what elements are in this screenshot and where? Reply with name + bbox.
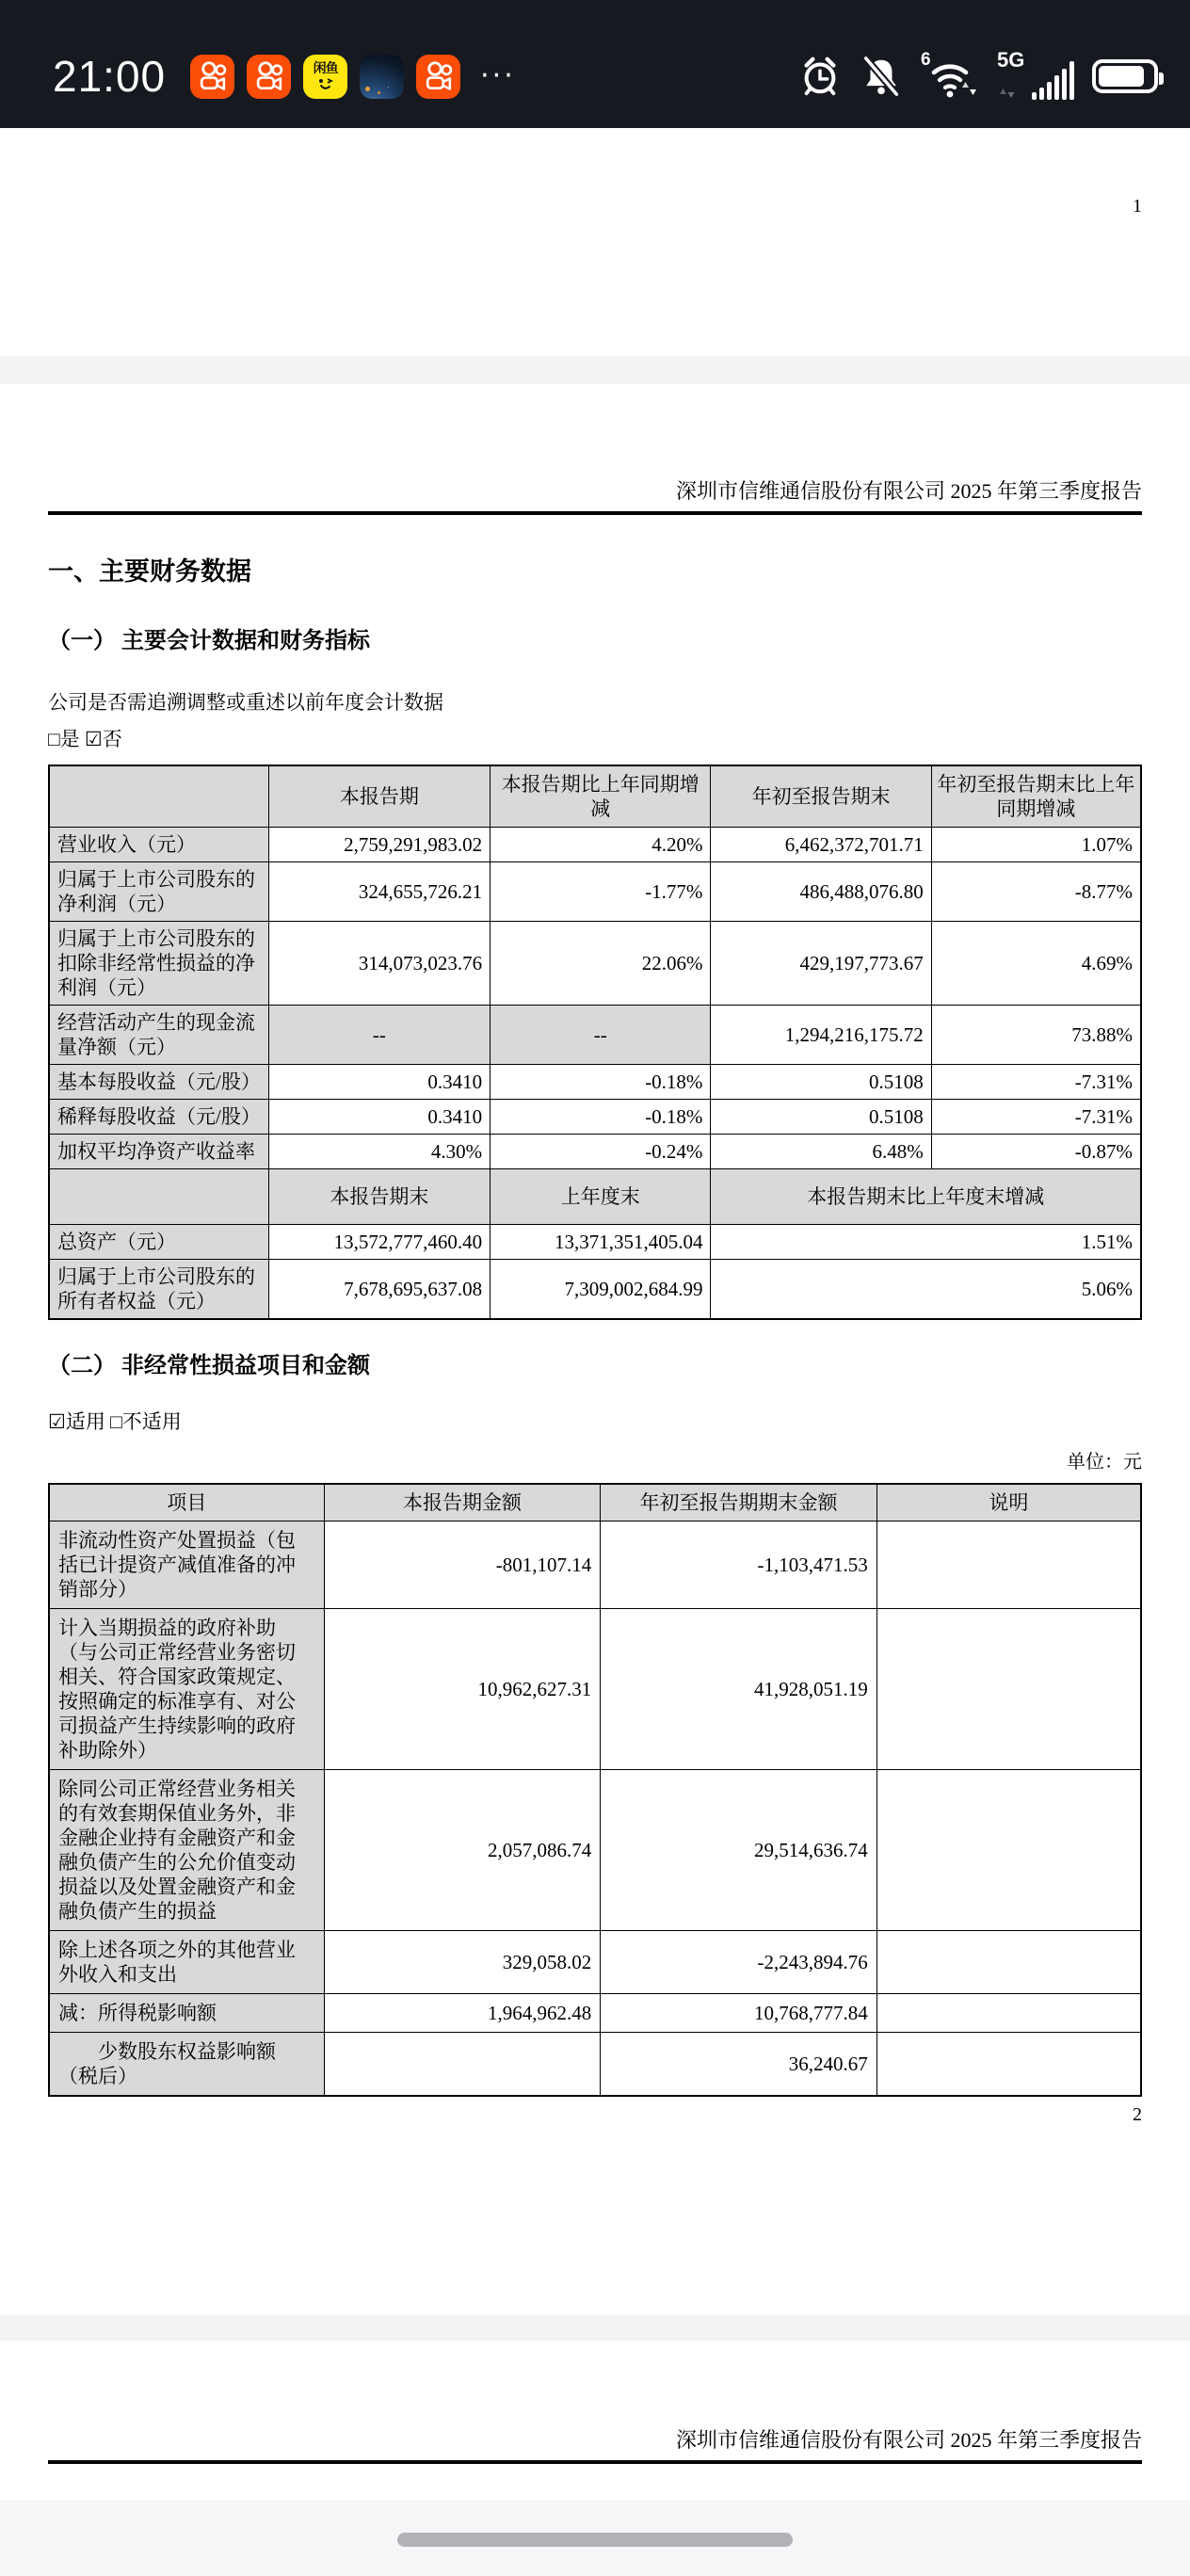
value-cell: 10,768,777.84 bbox=[601, 1994, 876, 2033]
value-cell: 4.30% bbox=[268, 1135, 490, 1169]
kuaishou-camera-glyph bbox=[421, 58, 457, 94]
table-row bbox=[49, 1065, 1141, 1100]
kuaishou-icon bbox=[247, 55, 291, 99]
header-cell: 年初至报告期末比上年同期增减 bbox=[931, 765, 1141, 828]
table-row bbox=[49, 1006, 1141, 1065]
pdf-page-1 bbox=[0, 128, 1190, 356]
status-bar bbox=[0, 0, 1190, 128]
key-financials-table bbox=[48, 765, 1142, 1320]
value-cell: 0.3410 bbox=[268, 1065, 490, 1100]
header-cell: 项目 bbox=[49, 1484, 324, 1521]
page-separator bbox=[0, 356, 1190, 384]
value-cell: 1,964,962.48 bbox=[324, 1994, 600, 2033]
table-row bbox=[49, 765, 1141, 828]
value-cell: 7,309,002,684.99 bbox=[490, 1260, 711, 1320]
header-cell: 年初至报告期末 bbox=[711, 765, 931, 828]
row-label-cell: 营业收入（元） bbox=[49, 828, 268, 862]
value-cell: -0.18% bbox=[490, 1065, 711, 1100]
report-header: 深圳市信维通信股份有限公司 2025 年第三季度报告 bbox=[675, 479, 1142, 503]
table-row bbox=[49, 1225, 1141, 1260]
value-cell: -7.31% bbox=[931, 1065, 1141, 1100]
table-row bbox=[49, 828, 1141, 862]
value-cell bbox=[876, 1521, 1141, 1609]
value-cell bbox=[876, 1609, 1141, 1770]
xianyu-icon bbox=[303, 55, 347, 99]
value-cell: -2,243,894.76 bbox=[601, 1931, 876, 1994]
report-header: 深圳市信维通信股份有限公司 2025 年第三季度报告 bbox=[675, 2428, 1142, 2452]
header-rule bbox=[48, 511, 1142, 515]
page-separator bbox=[0, 2314, 1190, 2341]
value-cell: -- bbox=[268, 1006, 490, 1065]
table-row bbox=[49, 1521, 1141, 1609]
network-type-label: 5G bbox=[997, 48, 1025, 72]
header-cell: 年初至报告期期末金额 bbox=[601, 1484, 876, 1521]
row-label-cell: 经营活动产生的现金流量净额（元） bbox=[49, 1006, 268, 1065]
row-label-cell: 少数股东权益影响额（税后） bbox=[49, 2033, 324, 2097]
header-cell: 本报告期比上年同期增减 bbox=[490, 765, 711, 828]
row-label-cell: 基本每股收益（元/股） bbox=[49, 1065, 268, 1100]
photo-icon bbox=[360, 55, 404, 99]
header-cell: 本报告期 bbox=[268, 765, 490, 828]
header-cell bbox=[49, 765, 268, 828]
table-row bbox=[49, 1135, 1141, 1169]
value-cell: 0.3410 bbox=[268, 1100, 490, 1135]
row-label-cell: 归属于上市公司股东的扣除非经常性损益的净利润（元） bbox=[49, 922, 268, 1006]
header-rule bbox=[48, 2460, 1142, 2464]
row-label-cell: 归属于上市公司股东的净利润（元） bbox=[49, 862, 268, 922]
value-cell: 486,488,076.80 bbox=[711, 862, 931, 922]
value-cell: 13,371,351,405.04 bbox=[490, 1225, 711, 1260]
value-cell: -1,103,471.53 bbox=[601, 1521, 876, 1609]
table-row bbox=[49, 1931, 1141, 1994]
row-label-cell: 计入当期损益的政府补助（与公司正常经营业务密切相关、符合国家政策规定、按照确定的标准享有、对公司损益产生持续影响的政府补助除外） bbox=[49, 1609, 324, 1770]
value-cell: 1.07% bbox=[931, 828, 1141, 862]
header-cell: 本报告期末 bbox=[268, 1169, 490, 1225]
value-cell: 13,572,777,460.40 bbox=[268, 1225, 490, 1260]
value-cell: 1,294,216,175.72 bbox=[711, 1006, 931, 1065]
header-cell: 上年度末 bbox=[490, 1169, 711, 1225]
wifi6-icon bbox=[921, 50, 979, 99]
value-cell bbox=[876, 1994, 1141, 2033]
value-cell: 10,962,627.31 bbox=[324, 1609, 600, 1770]
value-cell: 2,759,291,983.02 bbox=[268, 828, 490, 862]
value-cell: -0.87% bbox=[931, 1135, 1141, 1169]
value-cell: -0.18% bbox=[490, 1100, 711, 1135]
value-cell: 329,058.02 bbox=[324, 1931, 600, 1994]
unit-label: 单位：元 bbox=[1067, 1452, 1142, 1473]
kuaishou-icon bbox=[190, 55, 234, 99]
notification-icons bbox=[190, 55, 516, 99]
value-cell bbox=[324, 2033, 600, 2097]
value-cell: 29,514,636.74 bbox=[601, 1770, 876, 1931]
value-cell: -- bbox=[490, 1006, 711, 1065]
signal-bars-icon bbox=[997, 48, 1074, 100]
applicability-options: ☑适用 □不适用 bbox=[48, 1410, 182, 1433]
header-cell: 本报告期金额 bbox=[324, 1484, 600, 1521]
restatement-options: □是 ☑否 bbox=[48, 728, 122, 750]
xianyu-face-glyph bbox=[314, 75, 338, 92]
section-title: 一、主要财务数据 bbox=[48, 557, 251, 586]
row-label-cell: 加权平均净资产收益率 bbox=[49, 1135, 268, 1169]
battery-icon bbox=[1092, 59, 1158, 93]
table-row bbox=[49, 1484, 1141, 1521]
header-cell bbox=[49, 1169, 268, 1225]
restatement-question: 公司是否需追溯调整或重述以前年度会计数据 bbox=[48, 691, 443, 714]
value-cell: 22.06% bbox=[490, 922, 711, 1006]
table-row bbox=[49, 1994, 1141, 2033]
xianyu-label: 闲鱼 bbox=[313, 59, 338, 75]
alarm-icon bbox=[798, 54, 842, 99]
header-cell: 本报告期末比上年度末增减 bbox=[711, 1169, 1141, 1225]
table-row bbox=[49, 1609, 1141, 1770]
home-indicator[interactable] bbox=[397, 2533, 793, 2547]
value-cell: 6.48% bbox=[711, 1135, 931, 1169]
value-cell: 6,462,372,701.71 bbox=[711, 828, 931, 862]
table-row bbox=[49, 2033, 1141, 2097]
table-row bbox=[49, 1169, 1141, 1225]
row-label-cell: 总资产（元） bbox=[49, 1225, 268, 1260]
pdf-page-2 bbox=[0, 384, 1190, 2314]
header-cell: 说明 bbox=[876, 1484, 1141, 1521]
kuaishou-camera-glyph bbox=[251, 58, 287, 94]
table-row bbox=[49, 1100, 1141, 1135]
value-cell: 0.5108 bbox=[711, 1065, 931, 1100]
value-cell: 7,678,695,637.08 bbox=[268, 1260, 490, 1320]
row-label-cell: 非流动性资产处置损益（包括已计提资产减值准备的冲销部分） bbox=[49, 1521, 324, 1609]
value-cell: 314,073,023.76 bbox=[268, 922, 490, 1006]
value-cell: 2,057,086.74 bbox=[324, 1770, 600, 1931]
value-cell: 5.06% bbox=[711, 1260, 1141, 1320]
row-label-cell: 归属于上市公司股东的所有者权益（元） bbox=[49, 1260, 268, 1320]
value-cell: 324,655,726.21 bbox=[268, 862, 490, 922]
value-cell bbox=[876, 1770, 1141, 1931]
bell-muted-icon bbox=[860, 54, 903, 99]
row-label-cell: 减：所得税影响额 bbox=[49, 1994, 324, 2033]
value-cell: -1.77% bbox=[490, 862, 711, 922]
table-row bbox=[49, 1770, 1141, 1931]
value-cell: 0.5108 bbox=[711, 1100, 931, 1135]
value-cell: 4.20% bbox=[490, 828, 711, 862]
pdf-viewport[interactable] bbox=[0, 128, 1190, 2576]
page-number: 2 bbox=[1133, 2104, 1142, 2125]
row-label-cell: 稀释每股收益（元/股） bbox=[49, 1100, 268, 1135]
table-row bbox=[49, 1260, 1141, 1320]
value-cell: -8.77% bbox=[931, 862, 1141, 922]
clock-time: 21:00 bbox=[53, 52, 167, 101]
table-row bbox=[49, 922, 1141, 1006]
status-indicators bbox=[798, 48, 1158, 100]
value-cell: 41,928,051.19 bbox=[601, 1609, 876, 1770]
kuaishou-icon bbox=[416, 55, 460, 99]
value-cell: 36,240.67 bbox=[601, 2033, 876, 2097]
value-cell: -7.31% bbox=[931, 1100, 1141, 1135]
table-row bbox=[49, 862, 1141, 922]
wifi-generation-label: 6 bbox=[921, 50, 931, 70]
data-arrows-icon bbox=[999, 87, 1016, 100]
gesture-bar bbox=[0, 2501, 1190, 2576]
value-cell: 429,197,773.67 bbox=[711, 922, 931, 1006]
kuaishou-camera-glyph bbox=[195, 58, 231, 94]
value-cell bbox=[876, 1931, 1141, 1994]
value-cell bbox=[876, 2033, 1141, 2097]
more-notifications-icon: ··· bbox=[480, 59, 516, 92]
page-number: 1 bbox=[1133, 196, 1142, 217]
subsection-title: （一） 主要会计数据和财务指标 bbox=[48, 629, 370, 653]
value-cell: 4.69% bbox=[931, 922, 1141, 1006]
value-cell: -801,107.14 bbox=[324, 1521, 600, 1609]
row-label-cell: 除上述各项之外的其他营业外收入和支出 bbox=[49, 1931, 324, 1994]
value-cell: 1.51% bbox=[711, 1225, 1141, 1260]
row-label-cell: 除同公司正常经营业务相关的有效套期保值业务外，非金融企业持有金融资产和金融负债产生的公允价值变动损益以及处置金融资产和金融负债产生的损益 bbox=[49, 1770, 324, 1931]
subsection-title: （二） 非经常性损益项目和金额 bbox=[48, 1354, 370, 1378]
value-cell: 73.88% bbox=[931, 1006, 1141, 1065]
value-cell: -0.24% bbox=[490, 1135, 711, 1169]
non-recurring-items-table bbox=[48, 1483, 1142, 2097]
